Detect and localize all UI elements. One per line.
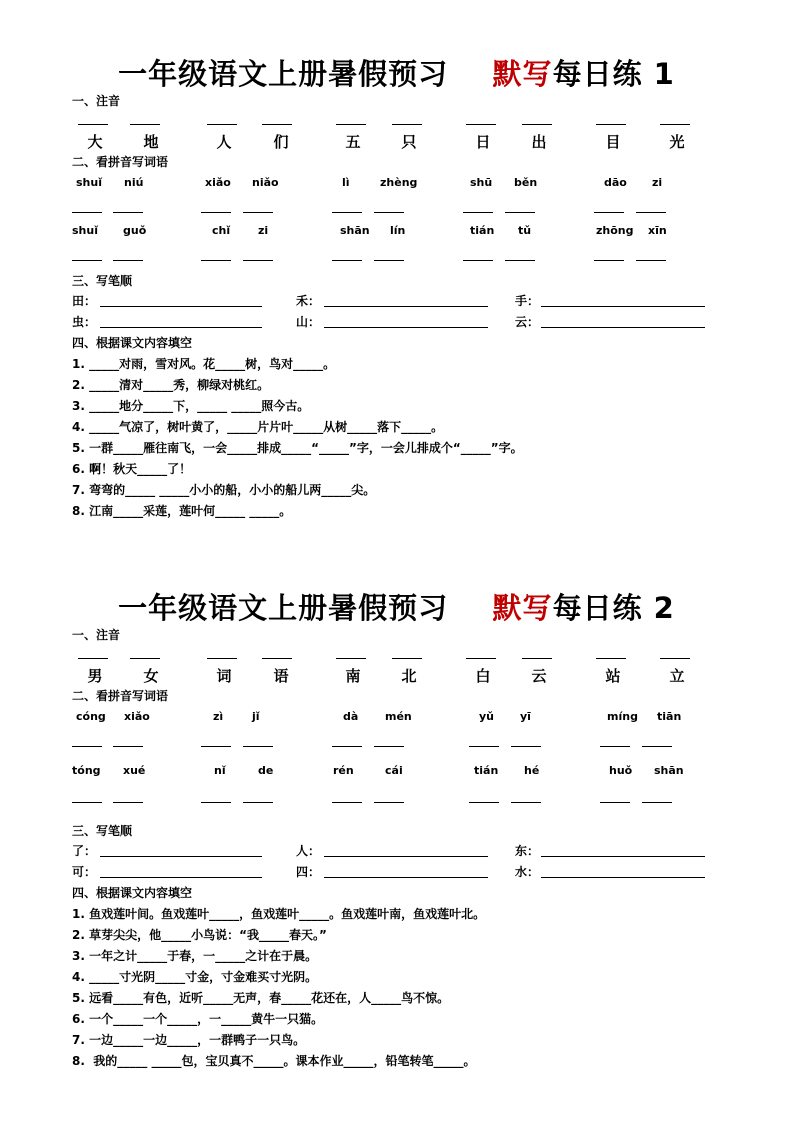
pinyin: shū <box>470 176 493 189</box>
fill-in-line[interactable]: 5. 一群_____雁往南飞，一会_____排成_____“_____”字，一会儿排成个“_____”字。 <box>72 441 523 455</box>
fill-in-line[interactable]: 2. _____清对_____秀，柳绿对桃红。 <box>72 378 270 392</box>
answer-blank[interactable] <box>262 124 292 125</box>
fill-in-line[interactable]: 3. 一年之计_____于春，一_____之计在于晨。 <box>72 949 318 963</box>
character: 五 <box>345 133 361 151</box>
answer-blank[interactable] <box>72 802 102 803</box>
pinyin: niú <box>124 176 144 189</box>
title-highlight: 默写 <box>492 591 553 625</box>
character: 日 <box>475 133 491 151</box>
pinyin: shuǐ <box>72 224 98 237</box>
character: 人 <box>216 133 232 151</box>
pinyin: yǔ <box>479 710 495 723</box>
answer-blank[interactable] <box>201 746 231 747</box>
answer-blank[interactable] <box>201 802 231 803</box>
answer-blank[interactable] <box>522 658 552 659</box>
answer-blank[interactable] <box>332 746 362 747</box>
answer-blank[interactable] <box>596 124 626 125</box>
stroke-prompt: 禾： <box>296 294 321 308</box>
character: 地 <box>143 133 159 151</box>
answer-blank[interactable] <box>469 802 499 803</box>
pinyin: yī <box>520 710 531 723</box>
fill-in-line[interactable]: 2. 草芽尖尖，他_____小鸟说：“我_____春天。” <box>72 928 327 942</box>
pinyin: shān <box>654 764 684 777</box>
section-pinyin-heading: 二、看拼音写词语 <box>72 155 169 169</box>
character: 白 <box>475 667 491 685</box>
pinyin: cóng <box>76 710 106 723</box>
answer-blank[interactable] <box>505 212 535 213</box>
answer-blank[interactable] <box>72 746 102 747</box>
stroke-prompt: 了： <box>72 844 97 858</box>
answer-blank[interactable] <box>600 746 630 747</box>
answer-blank[interactable] <box>466 124 496 125</box>
stroke-prompt: 手： <box>515 294 540 308</box>
section-fill-in-heading: 四、根据课文内容填空 <box>72 336 193 350</box>
section-pronunciation-heading: 一、注音 <box>72 94 121 108</box>
pinyin: zhèng <box>380 176 418 189</box>
pinyin: zi <box>258 224 269 237</box>
fill-in-line[interactable]: 8. 我的_____ _____包，宝贝真不_____。课本作业_____，铅笔转笔_____。 <box>72 1054 476 1068</box>
pinyin: hé <box>524 764 540 777</box>
pinyin: mén <box>385 710 412 723</box>
answer-blank[interactable] <box>469 746 499 747</box>
character: 立 <box>669 667 685 685</box>
answer-blank[interactable] <box>332 212 362 213</box>
answer-blank[interactable] <box>466 658 496 659</box>
stroke-prompt: 四： <box>296 865 321 879</box>
answer-blank[interactable] <box>332 802 362 803</box>
pinyin: lì <box>342 176 350 189</box>
character: 们 <box>273 133 289 151</box>
answer-blank[interactable] <box>72 212 102 213</box>
answer-blank[interactable] <box>130 658 160 659</box>
answer-blank[interactable] <box>374 802 404 803</box>
character: 词 <box>216 667 232 685</box>
pinyin: míng <box>607 710 638 723</box>
answer-blank[interactable] <box>243 260 273 261</box>
answer-blank[interactable] <box>72 260 102 261</box>
section-pinyin-heading: 二、看拼音写词语 <box>72 689 169 703</box>
answer-blank[interactable] <box>207 658 237 659</box>
pinyin: shuǐ <box>76 176 102 189</box>
stroke-prompt: 田： <box>72 294 97 308</box>
pinyin: de <box>258 764 274 777</box>
pinyin: niǎo <box>252 176 279 189</box>
pinyin: tǔ <box>518 224 532 237</box>
answer-blank[interactable] <box>78 658 108 659</box>
answer-blank[interactable] <box>660 658 690 659</box>
stroke-prompt: 东： <box>515 844 540 858</box>
pinyin: cái <box>385 764 403 777</box>
pinyin: xiǎo <box>124 710 150 723</box>
pinyin: zhōng <box>596 224 634 237</box>
answer-blank[interactable] <box>374 260 404 261</box>
fill-in-line[interactable]: 1. 鱼戏莲叶间。鱼戏莲叶_____，鱼戏莲叶_____。鱼戏莲叶南，鱼戏莲叶北。 <box>72 907 486 921</box>
pinyin: xué <box>123 764 146 777</box>
fill-in-line[interactable]: 8. 江南_____采莲，莲叶何_____ _____。 <box>72 504 292 518</box>
fill-in-line[interactable]: 4. _____气凉了，树叶黄了，_____片片叶_____从树_____落下_____。 <box>72 420 444 434</box>
answer-blank[interactable] <box>207 124 237 125</box>
answer-blank[interactable] <box>511 746 541 747</box>
stroke-prompt: 云： <box>515 315 540 329</box>
fill-in-line[interactable]: 1. _____对雨，雪对风。花_____树，鸟对_____。 <box>72 357 336 371</box>
character: 男 <box>87 667 103 685</box>
answer-blank[interactable] <box>642 802 672 803</box>
pinyin: tiān <box>657 710 682 723</box>
character: 南 <box>345 667 361 685</box>
answer-blank[interactable] <box>636 212 666 213</box>
character: 站 <box>605 667 621 685</box>
answer-blank[interactable] <box>374 212 404 213</box>
answer-blank[interactable] <box>113 802 143 803</box>
pinyin: dà <box>343 710 359 723</box>
fill-in-line[interactable]: 6. 啊！秋天_____了！ <box>72 462 192 476</box>
pinyin: nǐ <box>214 764 226 777</box>
fill-in-line[interactable]: 7. 弯弯的_____ _____小小的船，小小的船儿两_____尖。 <box>72 483 376 497</box>
stroke-prompt: 虫： <box>72 315 97 329</box>
pinyin: tián <box>474 764 499 777</box>
answer-blank[interactable] <box>594 260 624 261</box>
pinyin: shān <box>340 224 370 237</box>
answer-blank[interactable] <box>600 802 630 803</box>
answer-blank[interactable] <box>243 746 273 747</box>
answer-blank[interactable] <box>392 124 422 125</box>
section-stroke-order-heading: 三、写笔顺 <box>72 824 133 838</box>
fill-in-line[interactable]: 3. _____地分_____下，_____ _____照今古。 <box>72 399 310 413</box>
answer-blank[interactable] <box>113 260 143 261</box>
answer-blank[interactable] <box>336 124 366 125</box>
title-highlight: 默写 <box>492 57 553 91</box>
character: 出 <box>531 133 547 151</box>
answer-blank[interactable] <box>596 658 626 659</box>
fill-in-line[interactable]: 4. _____寸光阴_____寸金，寸金难买寸光阴。 <box>72 970 318 984</box>
answer-blank[interactable] <box>511 802 541 803</box>
pinyin: xīn <box>648 224 667 237</box>
fill-in-line[interactable]: 5. 远看_____有色，近听_____无声，春_____花还在，人_____鸟不惊。 <box>72 991 450 1005</box>
answer-blank[interactable] <box>201 260 231 261</box>
stroke-prompt: 水： <box>515 865 540 879</box>
answer-blank[interactable] <box>201 212 231 213</box>
answer-blank[interactable] <box>243 212 273 213</box>
pinyin: chǐ <box>212 224 231 237</box>
character: 目 <box>605 133 621 151</box>
answer-blank[interactable] <box>113 746 143 747</box>
page-title: 一年级语文上册暑假预习 默写每日练 2 <box>118 591 675 625</box>
character: 光 <box>669 133 685 151</box>
pinyin: tián <box>470 224 495 237</box>
answer-blank[interactable] <box>392 658 422 659</box>
answer-blank[interactable] <box>78 124 108 125</box>
section-stroke-order-heading: 三、写笔顺 <box>72 274 133 288</box>
character: 语 <box>273 667 289 685</box>
pinyin: rén <box>333 764 354 777</box>
answer-blank[interactable] <box>332 260 362 261</box>
answer-blank[interactable] <box>505 260 535 261</box>
answer-blank[interactable] <box>463 212 493 213</box>
pinyin: zì <box>213 710 224 723</box>
section-pronunciation-heading: 一、注音 <box>72 628 121 642</box>
answer-blank[interactable] <box>374 746 404 747</box>
answer-blank[interactable] <box>336 658 366 659</box>
fill-in-line[interactable]: 7. 一边_____一边_____，一群鸭子一只鸟。 <box>72 1033 306 1047</box>
pinyin: huǒ <box>609 764 633 777</box>
character: 北 <box>401 667 417 685</box>
answer-blank[interactable] <box>636 260 666 261</box>
section-fill-in-heading: 四、根据课文内容填空 <box>72 886 193 900</box>
pinyin: xiǎo <box>205 176 231 189</box>
stroke-prompt: 人： <box>296 844 321 858</box>
character: 大 <box>87 133 103 151</box>
answer-blank[interactable] <box>243 802 273 803</box>
pinyin: tóng <box>72 764 101 777</box>
answer-blank[interactable] <box>113 212 143 213</box>
pinyin: jǐ <box>252 710 260 723</box>
pinyin: dāo <box>604 176 627 189</box>
character: 云 <box>531 667 547 685</box>
pinyin: guǒ <box>123 224 147 237</box>
fill-in-line[interactable]: 6. 一个_____一个_____，一_____黄牛一只猫。 <box>72 1012 324 1026</box>
answer-blank[interactable] <box>522 124 552 125</box>
answer-blank[interactable] <box>660 124 690 125</box>
page-title: 一年级语文上册暑假预习 默写每日练 1 <box>118 57 675 91</box>
answer-blank[interactable] <box>130 124 160 125</box>
stroke-prompt: 山： <box>296 315 321 329</box>
character: 女 <box>143 667 159 685</box>
character: 只 <box>401 133 417 151</box>
pinyin: zi <box>652 176 663 189</box>
answer-blank[interactable] <box>463 260 493 261</box>
answer-blank[interactable] <box>642 746 672 747</box>
pinyin: lín <box>390 224 406 237</box>
answer-blank[interactable] <box>262 658 292 659</box>
answer-blank[interactable] <box>594 212 624 213</box>
pinyin: běn <box>514 176 538 189</box>
stroke-prompt: 可： <box>72 865 97 879</box>
